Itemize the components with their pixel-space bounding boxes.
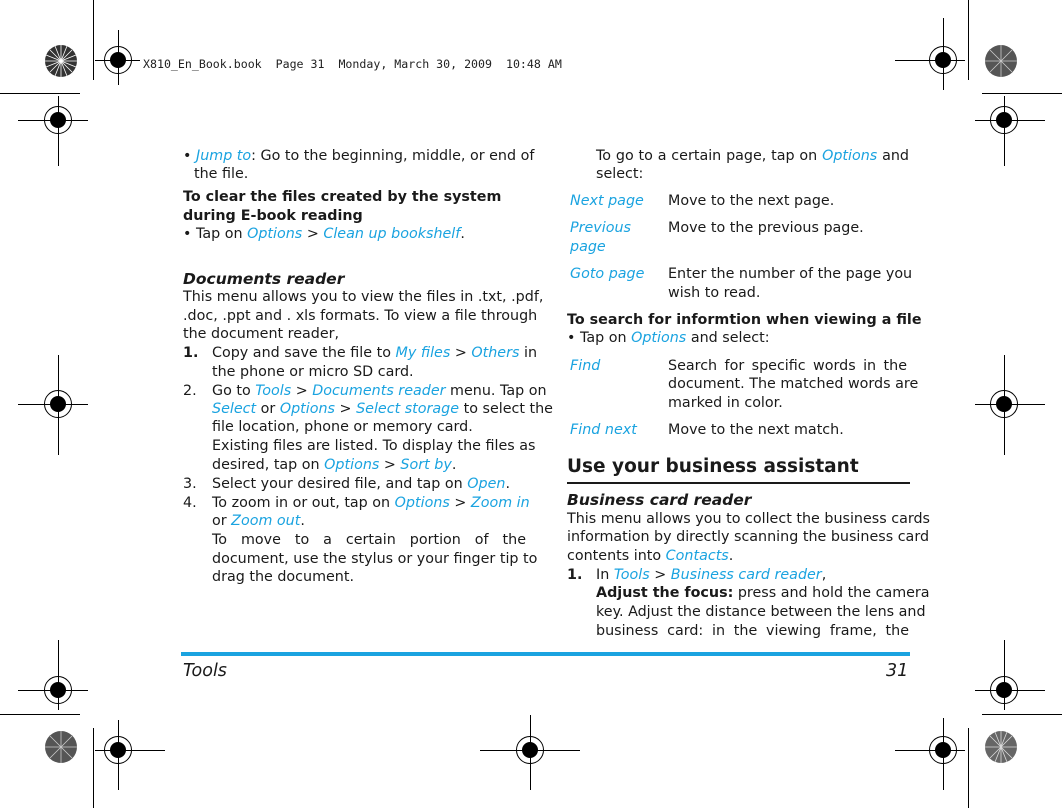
find-key[interactable]: Find xyxy=(570,358,601,374)
options-link[interactable]: Options xyxy=(394,495,450,511)
my-files-link[interactable]: My files xyxy=(395,345,451,361)
options-link[interactable]: Options xyxy=(279,401,335,417)
options-link[interactable]: Options xyxy=(247,226,303,242)
open-link[interactable]: Open xyxy=(467,476,506,492)
starburst-target-icon xyxy=(44,44,78,78)
goto-intro: To go to a certain page, tap on Options and xyxy=(596,148,910,164)
find-next-key[interactable]: Find next xyxy=(570,422,637,438)
adjust-focus: Adjust the focus: press and hold the camera xyxy=(596,585,930,601)
clear-files-heading: To clear the files created by the system xyxy=(183,189,502,205)
zoom-out-link[interactable]: Zoom out xyxy=(231,513,301,529)
business-card-reader-heading: Business card reader xyxy=(567,491,752,509)
step-1: Copy and save the file to My files > Others in xyxy=(212,345,538,361)
documents-reader-link[interactable]: Documents reader xyxy=(312,383,446,399)
options-link[interactable]: Options xyxy=(324,457,380,473)
goto-page-key[interactable]: Goto page xyxy=(570,266,645,282)
tap-options-item: • Tap on Options and select: xyxy=(567,330,770,346)
step-3: Select your desired file, and tap on Open. xyxy=(212,476,510,492)
starburst-target-icon xyxy=(984,730,1018,764)
zoom-in-link[interactable]: Zoom in xyxy=(470,495,530,511)
tools-link[interactable]: Tools xyxy=(255,383,292,399)
jump-to-link[interactable]: Jump to xyxy=(195,148,252,164)
clean-up-bookshelf-link[interactable]: Clean up bookshelf xyxy=(323,226,461,242)
header-stamp: X810_En_Book.book Page 31 Monday, March 30, 2009 10:48 AM xyxy=(143,57,562,71)
tap-clean-item: • Tap on Options > Clean up bookshelf. xyxy=(183,226,465,242)
footer-section: Tools xyxy=(183,661,227,681)
starburst-target-icon xyxy=(984,44,1018,78)
sort-by-link[interactable]: Sort by xyxy=(400,457,452,473)
others-link[interactable]: Others xyxy=(471,345,520,361)
page-number: 31 xyxy=(886,661,909,681)
step-2: Go to Tools > Documents reader menu. Tap on xyxy=(212,383,547,399)
business-card-reader-link[interactable]: Business card reader xyxy=(670,567,822,583)
next-page-key[interactable]: Next page xyxy=(570,193,644,209)
section-heading: Use your business assistant xyxy=(567,456,859,477)
search-heading: To search for informtion when viewing a file xyxy=(567,312,922,328)
business-step-1: In Tools > Business card reader, xyxy=(596,567,827,583)
jump-to-item: • Jump to: Go to the beginning, middle, or end of xyxy=(183,148,535,164)
select-storage-link[interactable]: Select storage xyxy=(356,401,460,417)
select-link[interactable]: Select xyxy=(212,401,257,417)
section-rule xyxy=(567,482,910,484)
step-4: To zoom in or out, tap on Options > Zoom in xyxy=(212,495,530,511)
footer-rule xyxy=(181,652,910,656)
tools-link[interactable]: Tools xyxy=(613,567,650,583)
starburst-target-icon xyxy=(44,730,78,764)
contacts-link[interactable]: Contacts xyxy=(665,548,729,564)
options-link[interactable]: Options xyxy=(631,330,687,346)
previous-page-key[interactable]: Previous xyxy=(570,220,631,236)
documents-reader-heading: Documents reader xyxy=(183,270,345,288)
options-link[interactable]: Options xyxy=(822,148,878,164)
